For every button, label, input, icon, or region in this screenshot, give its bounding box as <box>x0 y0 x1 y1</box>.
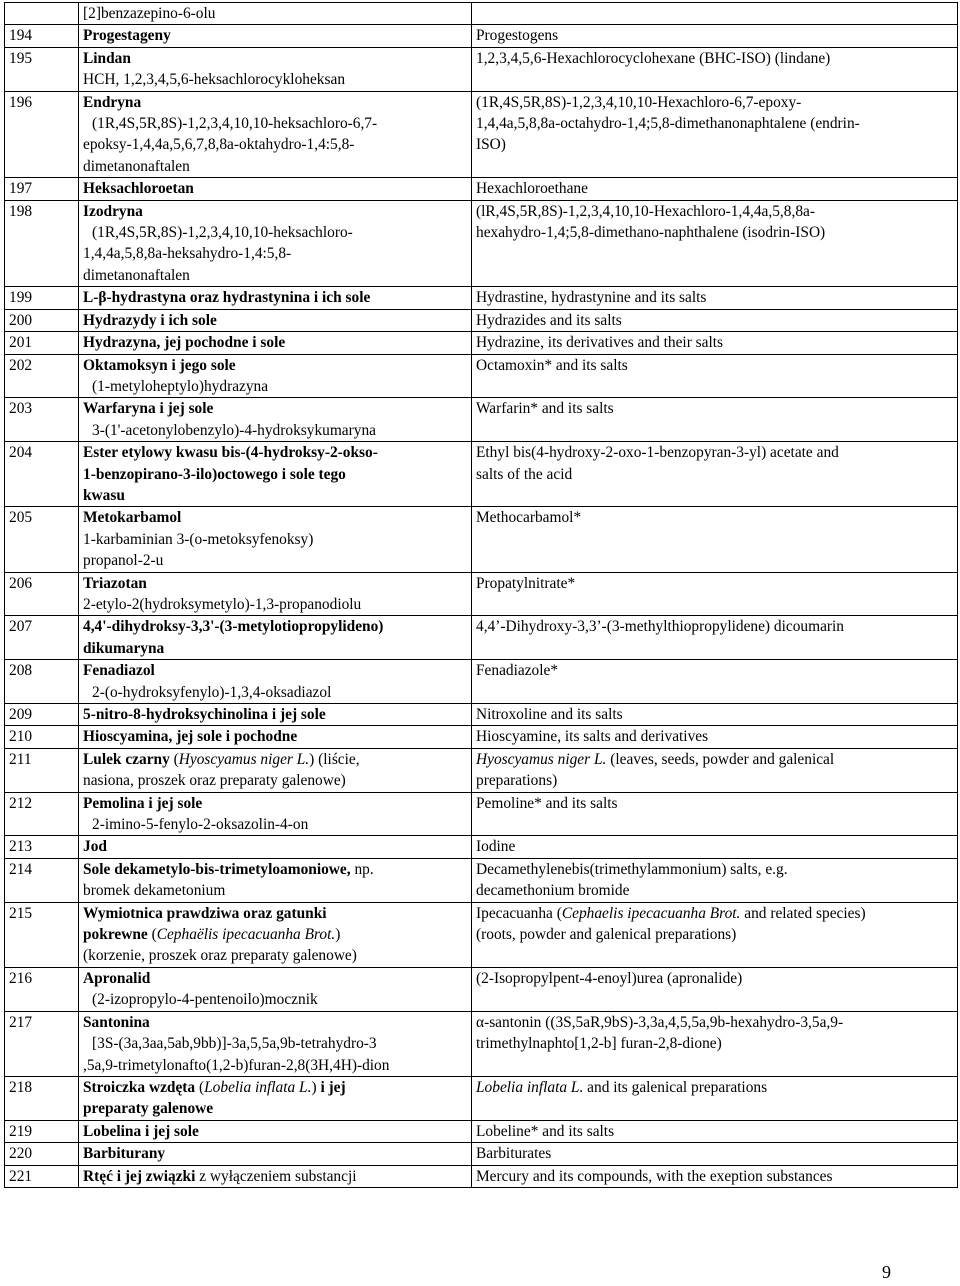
table-row <box>5 47 958 91</box>
polish-name-cell <box>79 660 472 704</box>
table-row <box>5 1076 958 1120</box>
text-run: 1,2,3,4,5,6-Hexachlorocyclohexane (BHC-ISO) (lindane) <box>476 49 831 67</box>
english-name-cell <box>472 287 958 309</box>
entry-number: 207 <box>5 616 79 660</box>
english-name-cell <box>472 572 958 616</box>
english-name-cell <box>472 902 958 967</box>
text-run: 1,4,4a,5,8,8a-octahydro-1,4;5,8-dimethanonaphtalene (endrin- <box>476 115 860 133</box>
bold-text-run: preparaty galenowe <box>83 1100 214 1118</box>
entry-number: 198 <box>5 200 79 287</box>
polish-name-cell <box>79 967 472 1011</box>
text-run: Decamethylenebis(trimethylammonium) salts, e.g. <box>476 860 788 878</box>
text-run: Hexachloroethane <box>476 180 588 198</box>
entry-number: 219 <box>5 1120 79 1142</box>
text-run: decamethonium bromide <box>476 882 630 900</box>
table-row <box>5 1165 958 1187</box>
text-run: and its galenical preparations <box>583 1078 768 1096</box>
page-number: 9 <box>882 1262 891 1282</box>
text-run: ( <box>169 750 179 768</box>
bold-text-run: Rtęć i jej związki <box>83 1167 196 1185</box>
entry-number: 204 <box>5 442 79 507</box>
text-run: salts of the acid <box>476 465 573 483</box>
text-run: α-santonin ((3S,5aR,9bS)-3,3a,4,5,5a,9b-hexahydro-3,5a,9- <box>476 1013 844 1031</box>
english-name-cell <box>472 1076 958 1120</box>
english-name-cell <box>472 25 958 47</box>
polish-name-cell <box>79 332 472 354</box>
polish-name-cell <box>79 178 472 200</box>
text-run: nasiona, proszek oraz preparaty galenowe) <box>83 772 346 790</box>
bold-text-run: Hydrazydy i ich sole <box>83 311 217 329</box>
entry-number: 216 <box>5 967 79 1011</box>
text-run: ( <box>195 1078 205 1096</box>
bold-text-run: Triazotan <box>83 574 147 592</box>
bold-text-run: 5-nitro-8-hydroksychinolina i jej sole <box>83 706 326 723</box>
bold-text-run: Sole dekametylo-bis-trimetyloamoniowe, <box>83 860 351 878</box>
text-run: ) <box>311 1078 321 1096</box>
bold-text-run: L-β-hydrastyna oraz hydrastynina i ich sole <box>83 289 371 307</box>
english-name-cell <box>472 1011 958 1076</box>
table-row <box>5 507 958 572</box>
bold-text-run: Heksachloroetan <box>83 180 194 198</box>
text-run: propanol-2-u <box>83 552 164 570</box>
bold-text-run: Hydrazyna, jej pochodne i sole <box>83 334 286 352</box>
polish-name-cell <box>79 704 472 726</box>
text-run: 2-etylo-2(hydroksymetylo)-1,3-propanodiolu <box>83 595 362 613</box>
english-name-cell <box>472 442 958 507</box>
polish-name-cell <box>79 442 472 507</box>
polish-name-cell <box>79 748 472 792</box>
table-row <box>5 748 958 792</box>
text-run: hexahydro-1,4;5,8-dimethano-naphthalene (isodrin-ISO) <box>476 224 826 242</box>
text-run: trimethylnaphto[1,2-b] furan-2,8-dione) <box>476 1035 722 1053</box>
bold-text-run: Pemolina i jej sole <box>83 794 203 812</box>
polish-name-cell <box>79 792 472 836</box>
polish-name-cell <box>79 25 472 47</box>
bold-text-run: Oktamoksyn i jego sole <box>83 356 236 374</box>
entry-number: 220 <box>5 1143 79 1165</box>
italic-text-run: Lobelia inflata L. <box>204 1078 312 1096</box>
text-run: Octamoxin* and its salts <box>476 356 628 374</box>
english-name-cell <box>472 616 958 660</box>
english-name-cell <box>472 200 958 287</box>
indented-text-run: 2-imino-5-fenylo-2-oksazolin-4-on <box>92 816 309 834</box>
text-run: Progestogens <box>476 27 559 45</box>
entry-number: 200 <box>5 309 79 331</box>
entry-number: 201 <box>5 332 79 354</box>
bold-text-run: Wymiotnica prawdziwa oraz gatunki <box>83 904 327 922</box>
text-run: dimetanonaftalen <box>83 157 190 175</box>
text-run: ,5a,9-trimetylonafto(1,2-b)furan-2,8(3H,4H)-dion <box>83 1056 390 1074</box>
indented-text-run: (1-metyloheptylo)hydrazyna <box>92 377 269 395</box>
table-row <box>5 572 958 616</box>
bold-text-run: 4,4'-dihydroksy-3,3'-(3-metylotiopropylideno) <box>83 618 384 636</box>
bold-text-run: Endryna <box>83 93 142 111</box>
bold-text-run: i jej <box>320 1078 346 1096</box>
table-row <box>5 1011 958 1076</box>
polish-name-cell <box>79 91 472 178</box>
polish-name-cell <box>79 309 472 331</box>
entry-number: 195 <box>5 47 79 91</box>
entry-number: 221 <box>5 1165 79 1187</box>
italic-text-run: Hyoscyamus niger L. <box>178 750 310 768</box>
polish-name-cell <box>79 1076 472 1120</box>
text-run: 4,4’-Dihydroxy-3,3’-(3-methylthiopropylidene) dicoumarin <box>476 618 844 636</box>
english-name-cell <box>472 507 958 572</box>
bold-text-run: Progestageny <box>83 27 171 45</box>
text-run: ) <box>335 926 341 944</box>
entry-number: 212 <box>5 792 79 836</box>
table-row <box>5 1143 958 1165</box>
bold-text-run: Lobelina i jej sole <box>83 1122 199 1140</box>
english-name-cell <box>472 660 958 704</box>
table-row <box>5 309 958 331</box>
bold-text-run: Apronalid <box>83 969 151 987</box>
english-name-cell <box>472 1120 958 1142</box>
text-run: Hydrastine, hydrastynine and its salts <box>476 289 707 307</box>
bold-text-run: Izodryna <box>83 202 143 220</box>
text-run: Barbiturates <box>476 1145 552 1163</box>
text-run: Fenadiazole* <box>476 662 559 680</box>
english-name-cell <box>472 47 958 91</box>
text-run: z wyłączeniem substancji <box>195 1167 357 1185</box>
bold-text-run: kwasu <box>83 486 125 504</box>
indented-text-run: (1R,4S,5R,8S)-1,2,3,4,10,10-heksachloro-6,7- <box>92 115 378 133</box>
polish-name-cell <box>79 354 472 398</box>
polish-name-cell <box>79 616 472 660</box>
english-name-cell <box>472 354 958 398</box>
table-row <box>5 91 958 178</box>
bold-text-run: 1-benzopirano-3-ilo)octowego i sole tego <box>83 465 346 483</box>
polish-name-cell <box>79 3 472 25</box>
entry-number: 214 <box>5 858 79 902</box>
entry-number: 199 <box>5 287 79 309</box>
table-row <box>5 332 958 354</box>
text-run: HCH, 1,2,3,4,5,6-heksachlorocykloheksan <box>83 71 346 89</box>
polish-name-cell <box>79 858 472 902</box>
bold-text-run: pokrewne <box>83 926 148 944</box>
table-row <box>5 836 958 858</box>
table-row <box>5 25 958 47</box>
text-run: (korzenie, proszek oraz preparaty galenowe) <box>83 947 357 965</box>
english-name-cell <box>472 178 958 200</box>
table-row <box>5 792 958 836</box>
text-run: Warfarin* and its salts <box>476 400 614 418</box>
substances-table-body <box>5 3 958 1188</box>
english-name-cell <box>472 398 958 442</box>
polish-name-cell <box>79 507 472 572</box>
polish-name-cell <box>79 287 472 309</box>
bold-text-run: Fenadiazol <box>83 662 155 680</box>
text-run: (lR,4S,5R,8S)-1,2,3,4,10,10-Hexachloro-1,4,4a,5,8,8a- <box>476 202 815 220</box>
bold-text-run: Barbiturany <box>83 1145 166 1163</box>
text-run: (1R,4S,5R,8S)-1,2,3,4,10,10-Hexachloro-6,7-epoxy- <box>476 93 802 111</box>
text-run: Hioscyamine, its salts and derivatives <box>476 728 709 746</box>
text-run: [2]benzazepino-6-olu <box>83 5 216 22</box>
indented-text-run: 2-(o-hydroksyfenylo)-1,3,4-oksadiazol <box>92 683 332 701</box>
table-row <box>5 3 958 25</box>
text-run: (leaves, seeds, powder and galenical <box>606 750 835 768</box>
italic-text-run: Lobelia inflata L. <box>476 1078 584 1096</box>
entry-number: 211 <box>5 748 79 792</box>
text-run: Hydrazides and its salts <box>476 311 622 329</box>
entry-number: 202 <box>5 354 79 398</box>
italic-text-run: Hyoscyamus niger L. <box>476 750 607 768</box>
indented-text-run: (2-izopropylo-4-pentenoilo)mocznik <box>92 991 318 1009</box>
english-name-cell <box>472 91 958 178</box>
entry-number: 210 <box>5 726 79 748</box>
text-run: ISO) <box>476 136 506 154</box>
entry-number: 203 <box>5 398 79 442</box>
text-run: epoksy-1,4,4a,5,6,7,8,8a-oktahydro-1,4:5,8- <box>83 136 355 154</box>
table-row <box>5 200 958 287</box>
polish-name-cell <box>79 1143 472 1165</box>
entry-number: 208 <box>5 660 79 704</box>
indented-text-run: [3S-(3a,3aa,5ab,9bb)]-3a,5,5a,9b-tetrahydro-3 <box>92 1035 377 1053</box>
text-run: (roots, powder and galenical preparations) <box>476 926 737 944</box>
text-run: preparations) <box>476 772 558 790</box>
entry-number: 197 <box>5 178 79 200</box>
substances-table <box>4 2 958 1188</box>
english-name-cell <box>472 858 958 902</box>
bold-text-run: Metokarbamol <box>83 509 182 527</box>
table-row <box>5 858 958 902</box>
english-name-cell <box>472 1165 958 1187</box>
table-row <box>5 616 958 660</box>
bold-text-run: Hioscyamina, jej sole i pochodne <box>83 728 298 746</box>
bold-text-run: dikumaryna <box>83 639 165 657</box>
table-row <box>5 442 958 507</box>
polish-name-cell <box>79 47 472 91</box>
entry-number: 218 <box>5 1076 79 1120</box>
text-run: Methocarbamol* <box>476 509 582 527</box>
entry-number <box>5 3 79 25</box>
italic-text-run: Cephaelis ipecacuanha Brot. <box>561 904 741 922</box>
table-row <box>5 902 958 967</box>
entry-number: 215 <box>5 902 79 967</box>
english-name-cell <box>472 332 958 354</box>
text-run: Mercury and its compounds, with the exeption substances <box>476 1167 833 1185</box>
indented-text-run: 3-(1'-acetonylobenzylo)-4-hydroksykumaryna <box>92 421 376 439</box>
polish-name-cell <box>79 572 472 616</box>
bold-text-run: Stroiczka wzdęta <box>83 1078 196 1096</box>
text-run: 1-karbaminian 3-(o-metoksyfenoksy) <box>83 530 314 548</box>
polish-name-cell <box>79 836 472 858</box>
text-run: ) (liście, <box>309 750 360 768</box>
text-run: 1,4,4a,5,8,8a-heksahydro-1,4:5,8- <box>83 245 292 263</box>
text-run: np. <box>350 860 374 878</box>
text-run: Hydrazine, its derivatives and their salts <box>476 334 724 352</box>
english-name-cell <box>472 3 958 25</box>
text-run: Ipecacuanha ( <box>476 904 562 922</box>
italic-text-run: Cephaëlis ipecacuanha Brot. <box>156 926 336 944</box>
text-run: Lobeline* and its salts <box>476 1122 615 1140</box>
bold-text-run: Ester etylowy kwasu bis-(4-hydroksy-2-okso- <box>83 444 378 462</box>
table-row <box>5 354 958 398</box>
english-name-cell <box>472 967 958 1011</box>
text-run: (2-Isopropylpent-4-enoyl)urea (apronalide) <box>476 969 743 987</box>
english-name-cell <box>472 792 958 836</box>
entry-number: 194 <box>5 25 79 47</box>
text-run: Iodine <box>476 838 516 856</box>
text-run: Pemoline* and its salts <box>476 794 618 812</box>
english-name-cell <box>472 836 958 858</box>
english-name-cell <box>472 1143 958 1165</box>
polish-name-cell <box>79 200 472 287</box>
text-run: ( <box>147 926 157 944</box>
entry-number: 196 <box>5 91 79 178</box>
english-name-cell <box>472 748 958 792</box>
text-run: bromek dekametonium <box>83 882 226 900</box>
indented-text-run: (1R,4S,5R,8S)-1,2,3,4,10,10-heksachloro- <box>92 224 353 242</box>
english-name-cell <box>472 309 958 331</box>
bold-text-run: Lindan <box>83 49 131 67</box>
bold-text-run: Warfaryna i jej sole <box>83 400 214 418</box>
english-name-cell <box>472 726 958 748</box>
table-row <box>5 726 958 748</box>
english-name-cell <box>472 704 958 726</box>
polish-name-cell <box>79 1120 472 1142</box>
table-row <box>5 967 958 1011</box>
bold-text-run: Santonina <box>83 1013 150 1031</box>
entry-number: 206 <box>5 572 79 616</box>
entry-number: 209 <box>5 704 79 726</box>
table-row <box>5 1120 958 1142</box>
entry-number: 217 <box>5 1011 79 1076</box>
entry-number: 213 <box>5 836 79 858</box>
table-row <box>5 704 958 726</box>
table-row <box>5 287 958 309</box>
polish-name-cell <box>79 1011 472 1076</box>
bold-text-run: Jod <box>83 838 107 856</box>
table-row <box>5 398 958 442</box>
table-row <box>5 660 958 704</box>
polish-name-cell <box>79 902 472 967</box>
polish-name-cell <box>79 1165 472 1187</box>
table-row <box>5 178 958 200</box>
entry-number: 205 <box>5 507 79 572</box>
polish-name-cell <box>79 726 472 748</box>
polish-name-cell <box>79 398 472 442</box>
text-run: and related species) <box>740 904 866 922</box>
bold-text-run: Lulek czarny <box>83 750 170 768</box>
text-run: Ethyl bis(4-hydroxy-2-oxo-1-benzopyran-3-yl) acetate and <box>476 444 839 462</box>
text-run: Nitroxoline and its salts <box>476 706 623 723</box>
text-run: Propatylnitrate* <box>476 574 576 592</box>
text-run: dimetanonaftalen <box>83 266 190 284</box>
